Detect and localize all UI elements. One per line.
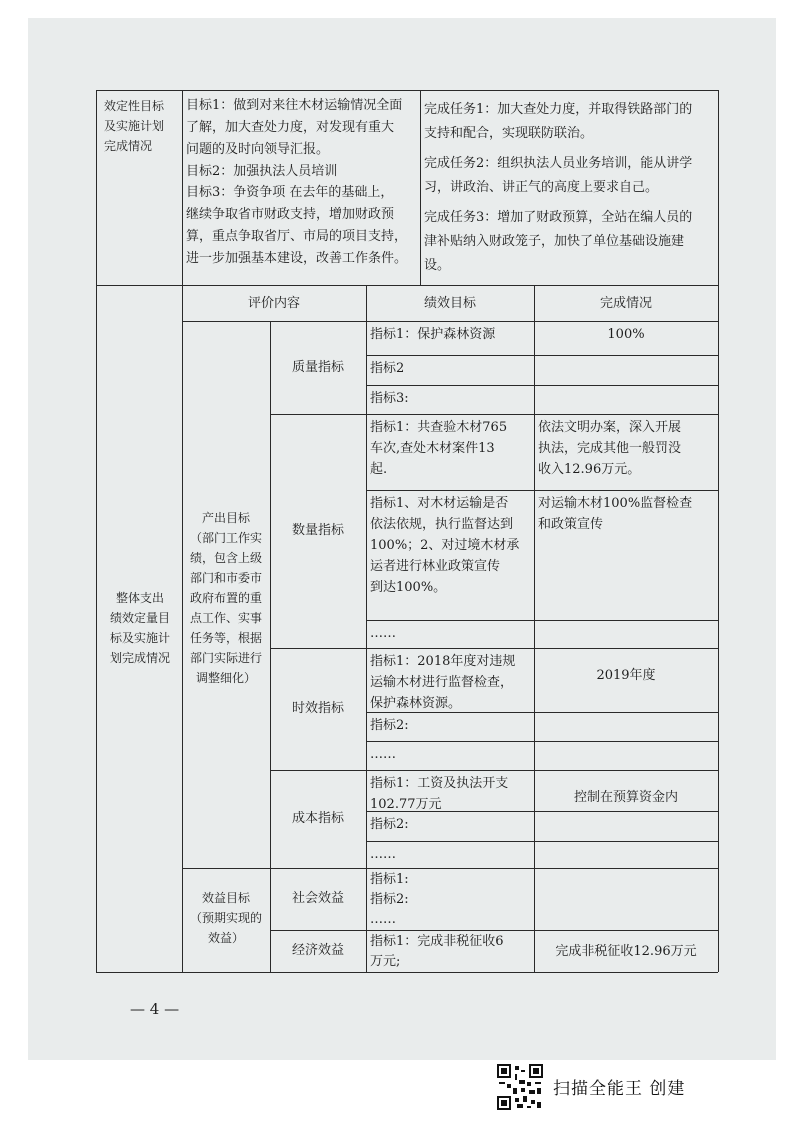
output-goal-label: 产出目标	[201, 511, 250, 525]
qr-code-icon	[497, 1064, 543, 1110]
output-goal-label: 部门和市委市	[189, 571, 262, 585]
economic-benefit-goal: 指标1：完成非税征收6	[370, 934, 504, 949]
quality-goal-3: 指标3:	[370, 391, 409, 406]
timeliness-goal-2: 指标2:	[370, 718, 409, 733]
quantity-goal-1: 指标1：共查验木材765	[370, 420, 508, 435]
cost-status-1: 控制在预算资金内	[573, 790, 678, 805]
table-top-border	[96, 90, 718, 91]
social-benefit-label: 社会效益	[291, 891, 344, 906]
header-row-bottom	[182, 321, 718, 322]
page-number: — 4 —	[130, 1000, 180, 1018]
goal-1-text: 目标1：做到对来往木材运输情况全面	[186, 98, 403, 113]
cost-goal-3: ……	[370, 847, 396, 862]
quality-status-1: 100%	[607, 327, 645, 342]
table-right-border	[718, 90, 719, 972]
quality-indicator-label: 质量指标	[291, 359, 344, 375]
quantity-indicator-label: 数量指标	[291, 523, 344, 538]
quality-goal-2: 指标2	[370, 361, 405, 376]
completion-1-text: 支持和配合，实现联防联治。	[424, 126, 594, 141]
social-benefit-goal: 指标1:	[370, 872, 409, 887]
top-col-divider	[182, 90, 183, 285]
goal-2-text: 目标2：加强执法人员培训	[186, 164, 338, 179]
completion-2-text: 习，讲政治、讲正气的高度上要求自己。	[424, 180, 659, 195]
qualitative-section-label: 完成情况	[104, 139, 153, 153]
output-goal-label: 点工作、实事	[189, 611, 262, 625]
goal-1-text: 问题的及时向领导汇报。	[186, 142, 330, 157]
top-col-divider	[420, 90, 421, 285]
grid-line	[270, 770, 718, 771]
output-goal-label: 绩，包含上级	[189, 551, 262, 565]
header-content: 评价内容	[247, 296, 300, 311]
grid-line	[270, 414, 718, 415]
goal-3-text: 算，重点争取省厅、市局的项目支持，	[186, 229, 408, 244]
benefit-goal-label: 效益）	[207, 931, 244, 945]
grid-line	[270, 648, 718, 649]
quantity-goal-3: ……	[370, 626, 396, 641]
quantity-goal-2: 运者进行林业政策宣传	[370, 559, 501, 574]
grid-line	[366, 741, 718, 742]
completion-3-text: 津补贴纳入财政笼子，加快了单位基础设施建	[424, 234, 685, 249]
cost-indicator-label: 成本指标	[291, 811, 344, 826]
social-benefit-goal: 指标2:	[370, 892, 409, 907]
timeliness-status-1: 2019年度	[596, 668, 656, 683]
economic-benefit-goal: 万元;	[370, 954, 401, 969]
quantitative-section-label: 标及实施计	[109, 631, 170, 645]
quantity-goal-2: 指标1、对木材运输是否	[370, 496, 509, 511]
quantity-goal-2: 到达100%。	[370, 580, 447, 595]
benefit-row-divider	[270, 930, 718, 931]
quantity-goal-1: 车次,查处木材案件13	[370, 441, 495, 456]
output-goal-label: （部门工作实	[189, 531, 262, 545]
benefit-goal-label: （预期实现的	[189, 911, 262, 925]
grid-line	[366, 841, 718, 842]
output-goal-label: 调整细化）	[195, 671, 256, 685]
economic-benefit-label: 经济效益	[291, 943, 344, 958]
timeliness-goal-3: ……	[370, 747, 396, 762]
quantity-goal-1: 起.	[370, 462, 388, 477]
output-goal-label: 任务等，根据	[189, 631, 262, 645]
grid-line	[366, 355, 718, 356]
table-left-border	[96, 90, 97, 972]
output-goal-label: 部门实际进行	[189, 651, 262, 665]
goal-3-text: 进一步加强基本建设，改善工作条件。	[186, 251, 408, 266]
grid-line	[366, 385, 718, 386]
qualitative-section-label: 及实施计划	[104, 119, 165, 133]
quantitative-section-label: 绩效定量目	[109, 611, 170, 625]
quantity-status-1: 收入12.96万元。	[538, 462, 641, 477]
qualitative-section-label: 效定性目标	[104, 99, 165, 113]
goal-3-text: 目标3：争资争项 在去年的基础上，	[186, 185, 394, 200]
quantity-goal-2: 依法依规，执行监督达到	[370, 517, 514, 532]
timeliness-goal-1: 保护森林资源。	[370, 696, 462, 711]
cost-goal-1: 指标1：工资及执法开支	[370, 776, 509, 791]
quantity-status-1: 依法文明办案，深入开展	[538, 420, 682, 435]
completion-1-text: 完成任务1：加大查处力度，并取得铁路部门的	[424, 102, 693, 117]
quantitative-section-label: 划完成情况	[109, 651, 170, 665]
timeliness-goal-1: 指标1：2018年度对违规	[370, 654, 516, 669]
economic-benefit-status: 完成非税征收12.96万元	[555, 944, 697, 959]
completion-3-text: 设。	[424, 258, 451, 273]
social-benefit-goal: ……	[370, 912, 396, 927]
goal-3-text: 继续争取省市财政支持，增加财政预	[186, 207, 395, 222]
quantity-goal-2: 100%；2、对过境木材承	[370, 538, 520, 553]
quantitative-section-label: 整体支出	[115, 591, 164, 605]
scanner-brand: 扫描全能王 创建	[553, 1079, 686, 1099]
grid-line	[366, 620, 718, 621]
timeliness-goal-1: 运输木材进行监督检查，	[370, 675, 514, 690]
category-col-divider	[270, 321, 271, 972]
benefit-goal-label: 效益目标	[201, 891, 250, 905]
timeliness-indicator-label: 时效指标	[291, 701, 344, 716]
header-status: 完成情况	[599, 296, 652, 311]
output-goal-label: 政府布置的重	[189, 591, 262, 605]
grid-line	[366, 490, 718, 491]
quantity-status-1: 执法，完成其他一般罚没	[538, 441, 682, 456]
goal-1-text: 了解，加大查处力度，对发现有重大	[186, 120, 395, 135]
quantity-status-2: 和政策宣传	[538, 517, 604, 532]
table-bottom-border	[96, 972, 718, 973]
completion-2-text: 完成任务2：组织执法人员业务培训，能从讲学	[424, 156, 693, 171]
quantity-status-2: 对运输木材100%监督检查	[538, 496, 693, 511]
cost-goal-2: 指标2:	[370, 817, 409, 832]
benefit-block-top	[182, 868, 718, 869]
cost-goal-1: 102.77万元	[370, 797, 442, 812]
header-goal: 绩效目标	[423, 296, 476, 311]
section-divider	[96, 285, 718, 286]
completion-3-text: 完成任务3：增加了财政预算，全站在编人员的	[424, 210, 693, 225]
quality-goal-1: 指标1：保护森林资源	[370, 327, 496, 342]
